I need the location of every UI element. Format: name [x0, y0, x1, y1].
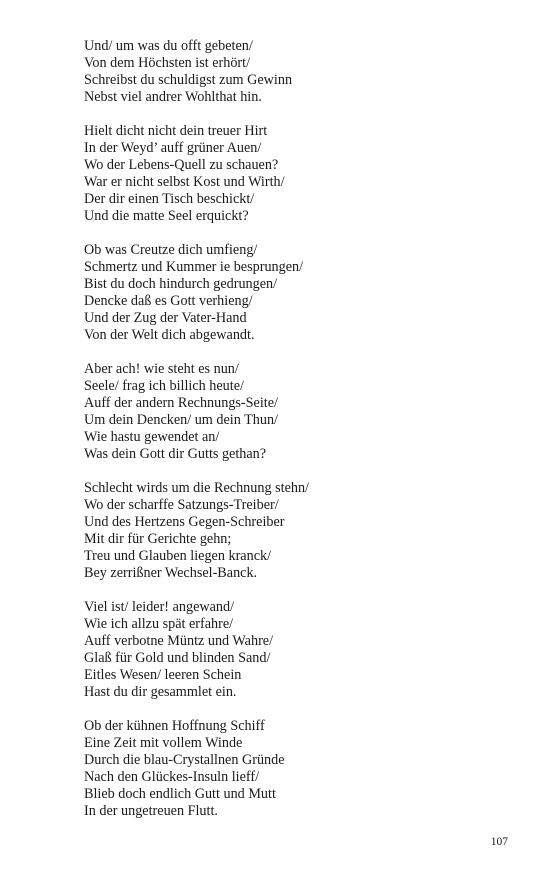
poem-line: Auff verbotne Müntz und Wahre/: [84, 633, 274, 649]
poem-line: Mit dir für Gerichte gehn;: [84, 531, 232, 547]
stanza: [84, 718, 524, 820]
page-number: 107: [490, 836, 508, 848]
poem-line: Ob was Creutze dich umfieng/: [84, 242, 258, 258]
poem-line: Hielt dicht nicht dein treuer Hirt: [84, 123, 268, 139]
poem-line: In der Weyd’ auff grüner Auen/: [84, 140, 262, 156]
poem-line: Wo der scharffe Satzungs-Treiber/: [84, 497, 279, 513]
poem-line: Durch die blau-Crystallnen Gründe: [84, 752, 285, 768]
poem-line: War er nicht selbst Kost und Wirth/: [84, 174, 285, 190]
poem-line: Auff der andern Rechnungs-Seite/: [84, 395, 278, 411]
poem-line: Bey zerrißner Wechsel-Banck.: [84, 565, 258, 581]
poem-line: Von dem Höchsten ist erhört/: [84, 55, 251, 71]
poem-line: Bist du doch hindurch gedrungen/: [84, 276, 278, 292]
poem-line: Hast du dir gesammlet ein.: [84, 684, 237, 700]
poem-line: Treu und Glauben liegen kranck/: [84, 548, 272, 564]
stanza: [84, 242, 524, 344]
poem-line: Nach den Glückes-Insuln lieff/: [84, 769, 260, 785]
poem-line: Wo der Lebens-Quell zu schauen?: [84, 157, 279, 173]
poem-line: Viel ist/ leider! angewand/: [84, 599, 235, 615]
poem-line: Und/ um was du offt gebeten/: [84, 38, 253, 54]
poem-line: Und der Zug der Vater-Hand: [84, 310, 247, 326]
poem-line: Der dir einen Tisch beschickt/: [84, 191, 255, 207]
poem-line: Blieb doch endlich Gutt und Mutt: [84, 786, 276, 802]
stanza: [84, 361, 524, 463]
poem-line: Um dein Dencken/ um dein Thun/: [84, 412, 278, 428]
poem-line: Und die matte Seel erquickt?: [84, 208, 249, 224]
poem-line: Wie ich allzu spät erfahre/: [84, 616, 234, 632]
poem-line: Glaß für Gold und blinden Sand/: [84, 650, 271, 666]
poem-line: Und des Hertzens Gegen-Schreiber: [84, 514, 285, 530]
stanza: [84, 38, 524, 106]
stanza: [84, 123, 524, 225]
poem-line: Eine Zeit mit vollem Winde: [84, 735, 243, 751]
poem-line: Von der Welt dich abgewandt.: [84, 327, 255, 343]
poem-line: Nebst viel andrer Wohlthat hin.: [84, 89, 262, 105]
poem-text: [84, 38, 524, 837]
poem-line: Eitles Wesen/ leeren Schein: [84, 667, 242, 683]
poem-line: Schmertz und Kummer ie besprungen/: [84, 259, 304, 275]
poem-line: Dencke daß es Gott verhieng/: [84, 293, 253, 309]
poem-line: Seele/ frag ich billich heute/: [84, 378, 244, 394]
poem-line: Was dein Gott dir Gutts gethan?: [84, 446, 267, 462]
poem-line: Schreibst du schuldigst zum Gewinn: [84, 72, 293, 88]
poem-line: Wie hastu gewendet an/: [84, 429, 220, 445]
stanza: [84, 599, 524, 701]
stanza: [84, 480, 524, 582]
poem-line: Ob der kühnen Hoffnung Schiff: [84, 718, 265, 734]
poem-line: In der ungetreuen Flutt.: [84, 803, 218, 819]
poem-line: Aber ach! wie steht es nun/: [84, 361, 239, 377]
poem-line: Schlecht wirds um die Rechnung stehn/: [84, 480, 309, 496]
